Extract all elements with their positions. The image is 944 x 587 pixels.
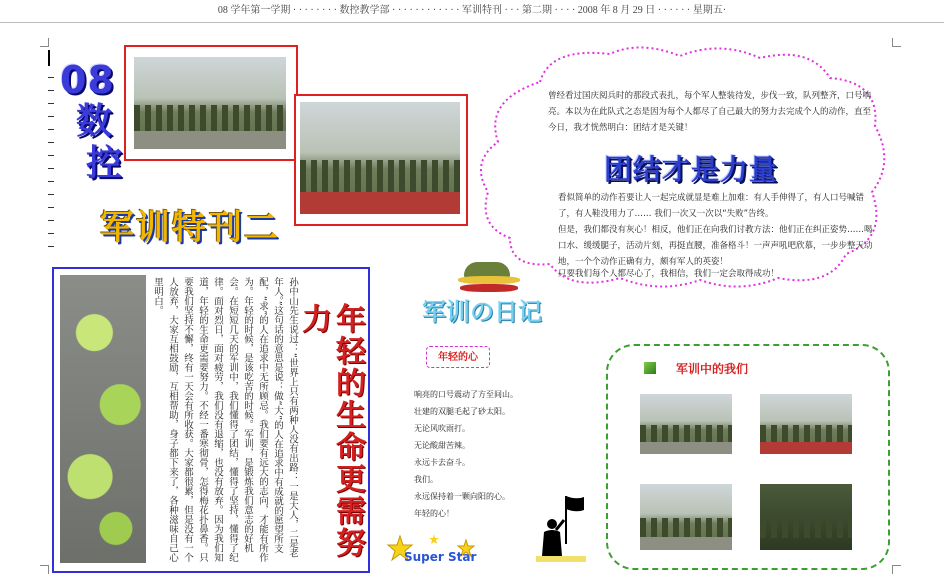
cloud-paragraph-1: 曾经看过国庆阅兵时的那段式表扎，每个军人整装待发，步伐一致，队列整齐，口号响亮。本以为在此队式之态是因为每个人都尽了自己最大的努力去完成个人的动作，直至今日，我才恍然明白：团结才是关键！ [548, 91, 872, 133]
poem-line: 永远保持着一颗向阳的心。 [414, 492, 510, 501]
cap-icon [458, 262, 520, 292]
poem-line: 年轻的心！ [414, 509, 454, 518]
photo-frame-1 [124, 45, 298, 161]
article-frame [52, 267, 370, 573]
title-08: 08 [60, 58, 115, 102]
unity-title: 团结才是力量 [604, 153, 779, 186]
title-shu: 数 [75, 101, 112, 142]
super-star-badge [386, 532, 482, 572]
poem-line: 无论酸甜苦辣。 [414, 441, 470, 450]
ivy-photo [60, 275, 146, 563]
crop-mark-bottom-right [892, 565, 901, 574]
poem-line: 永远卡去奋斗。 [414, 458, 470, 467]
article-body: 孙中山先生说过：“世界上只有两种人没有出路：一是大人，二是老年人。”这句话的意思是说：做“大”的人在追求中有成就的愿望所支配，“求”的人在追求中无所顾忌。我们要有远大的志向，才能有所作为。年轻的时候，是该吃苦的时候。军训，是锻炼我们意志的好机会。在短短几天的军训中，我们懂得了团结，懂得了坚持，懂得了纪律。面对烈日，面对疲劳，我们没有退缩，也没有放弃。因为我们知道，年轻的生命更需要努力。不经一番寒彻骨，怎得梅花扑鼻香。只要我们坚持不懈，终有一天会有所收获。大家都很累，但是没有一个人放弃，大家互相鼓励，互相帮助，身子都下来了，各种滋味自己心里明白。 [152, 277, 298, 563]
diary-subtitle-box [426, 346, 490, 368]
photo-troops-field [300, 102, 460, 214]
cloud-paragraph-3: 但是，我们都没有灰心！相反，他们正在向我们讨教方法：他们正在纠正姿势……喝口水、缓缓腿子，活动片刻，再挺直腰，准备格斗！一声声吼吧欣慕，一步步整天动地，一个个动作正确有力，颇有军人的英姿！ [558, 225, 873, 267]
margin-dots [48, 66, 54, 256]
title-kong: 控 [85, 143, 122, 184]
poem-line: 我们。 [414, 475, 438, 484]
photo-squad-3 [640, 484, 732, 550]
photo-frame-2 [294, 94, 468, 226]
saluting-soldier-icon [536, 494, 586, 564]
crop-mark-top-left [40, 38, 49, 47]
poem-line: 响亮的口号震动了方至间山。 [414, 390, 518, 399]
our-training-title: 军训中的我们 [676, 362, 749, 376]
paragraph-mark-column [48, 50, 50, 66]
diary-title: 军训の日记 [422, 298, 542, 326]
poem-line: 壮建的双腿毛起了砂太阳。 [414, 407, 510, 416]
diary-subtitle: 年轻的心 [438, 352, 478, 363]
special-issue-title: 军训特刊二 [100, 208, 280, 248]
flag-icon [644, 362, 656, 374]
poem-line: 无论风吹雨打。 [414, 424, 470, 433]
page-header: 08 学年第一学期 · · · · · · · · 数控教学部 · · · · · · · · · · · · 军训特刊 · · · 第二期 · · · · 2008 年 8 月 29 日 · · · · · · 星期五· [0, 0, 944, 23]
cloud-paragraph-4: 只要我们每个人都尽心了，我相信，我们一定会取得成功！ [558, 269, 780, 279]
crop-mark-bottom-left [40, 565, 49, 574]
photo-troops-drill [134, 57, 286, 149]
photo-squad-4 [760, 484, 852, 550]
photo-squad-2 [760, 394, 852, 454]
super-star-text: Super Star [404, 550, 477, 564]
our-training-frame [606, 344, 890, 570]
photo-squad-1 [640, 394, 732, 454]
cloud-paragraph-2: 看似简单的动作若要让人一起完成就显是难上加难：有人手伸得了，有人口号喊错了，有人鞋没用力了…… 我们一次又一次以“失败”告终。 [558, 193, 865, 219]
article-title: 年轻的生命更需努力 [296, 303, 365, 559]
